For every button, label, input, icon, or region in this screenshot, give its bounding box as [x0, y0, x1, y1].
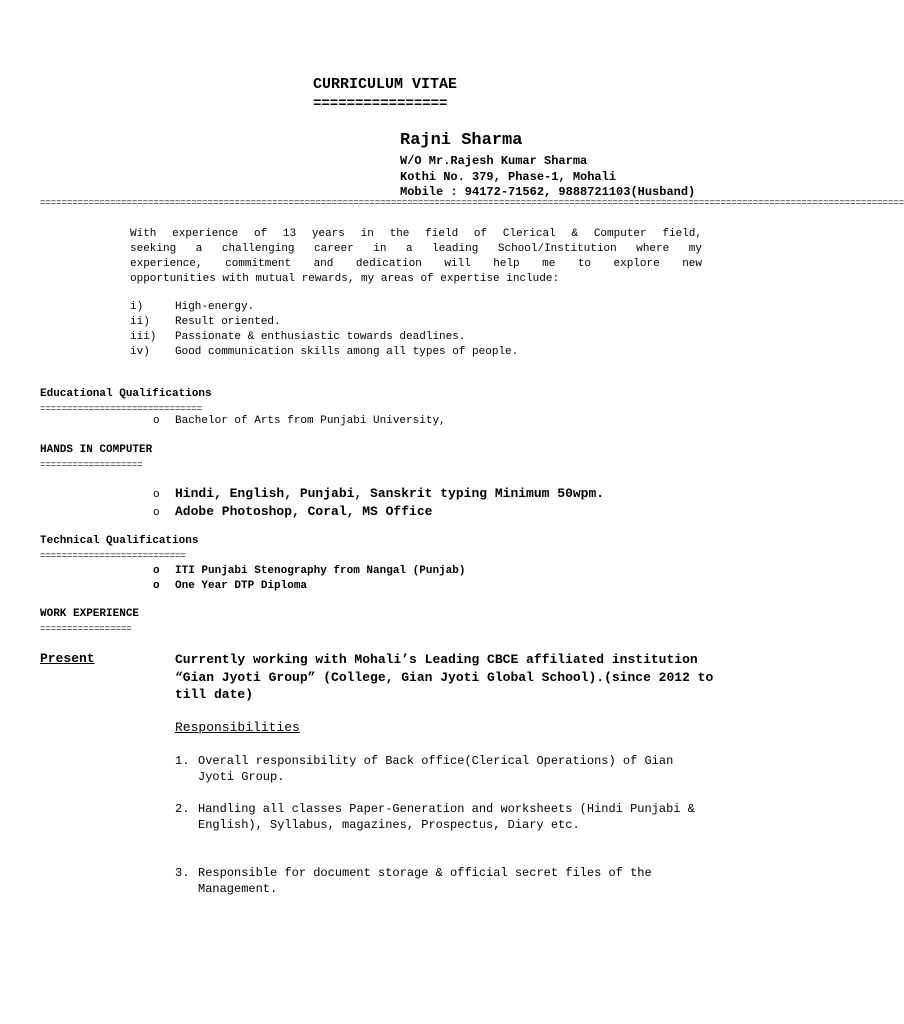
contact-line-mobile: Mobile : 94172-71562, 9888721103(Husband): [400, 185, 696, 199]
present-job-description: Currently working with Mohali’s Leading CBCE affiliated institution “Gian Jyoti Group” (College, Gian Jyoti Global School).(since 2012 to till date): [175, 652, 714, 702]
computer-heading: HANDS IN COMPUTER: [40, 444, 153, 456]
bullet-icon: o: [153, 415, 160, 427]
header-divider: ================================================================================================================================================================: [40, 198, 904, 208]
expertise-item: [130, 345, 518, 360]
technical-heading: Technical Qualifications: [40, 535, 199, 547]
expertise-number: iii): [130, 331, 157, 343]
bullet-icon: o: [153, 489, 160, 501]
education-text: Bachelor of Arts from Punjabi University,: [175, 415, 446, 427]
expertise-item: [130, 315, 281, 330]
title-underline: ================: [313, 96, 448, 112]
computer-skill-text: Adobe Photoshop, Coral, MS Office: [175, 504, 433, 519]
expertise-text: Result oriented.: [175, 316, 281, 328]
responsibility-text: Responsible for document storage & official secret files of the Management.: [198, 866, 652, 896]
document-title: CURRICULUM VITAE: [313, 76, 458, 93]
responsibility-number: 1.: [175, 754, 190, 768]
candidate-name: Rajni Sharma: [400, 131, 523, 150]
expertise-item: [130, 300, 254, 315]
objective-line: opportunities with mutual rewards, my areas of expertise include:: [130, 273, 560, 285]
responsibility-item: [175, 865, 705, 897]
expertise-text: Passionate & enthusiastic towards deadlines.: [175, 331, 466, 343]
expertise-number: ii): [130, 316, 150, 328]
bullet-icon: o: [153, 580, 160, 592]
responsibility-item: [175, 801, 705, 833]
responsibility-number: 2.: [175, 802, 190, 816]
objective-paragraph: [130, 227, 702, 287]
technical-item: [153, 580, 307, 592]
expertise-text: Good communication skills among all types of people.: [175, 346, 519, 358]
responsibility-item: [175, 753, 705, 785]
bullet-icon: o: [153, 565, 160, 577]
bullet-icon: o: [153, 507, 160, 519]
expertise-text: High-energy.: [175, 301, 255, 313]
work-underline: =================: [40, 624, 132, 634]
objective-line: seeking a challenging career in a leading School/Institution where my: [130, 243, 702, 255]
responsibility-text: Overall responsibility of Back office(Clerical Operations) of Gian Jyoti Group.: [198, 754, 674, 784]
technical-text: ITI Punjabi Stenography from Nangal (Punjab): [175, 565, 466, 577]
responsibility-number: 3.: [175, 866, 190, 880]
work-heading: WORK EXPERIENCE: [40, 608, 140, 620]
present-label: Present: [40, 651, 95, 666]
education-item: [153, 415, 446, 427]
objective-line: With experience of 13 years in the field of Clerical & Computer field,: [130, 228, 702, 240]
education-heading: Educational Qualifications: [40, 388, 212, 400]
contact-line-address: Kothi No. 379, Phase-1, Mohali: [400, 170, 617, 184]
computer-skill-item: [153, 486, 604, 501]
computer-underline: ===================: [40, 460, 143, 470]
responsibility-text: Handling all classes Paper-Generation and worksheets (Hindi Punjabi & English), Syllabus, magazines, Prospectus, Diary etc.: [198, 802, 695, 832]
computer-skill-item: [153, 504, 432, 519]
computer-skill-text: Hindi, English, Punjabi, Sanskrit typing Minimum 50wpm.: [175, 486, 605, 501]
education-underline: ==============================: [40, 404, 203, 414]
objective-line: experience, commitment and dedication will help me to explore new: [130, 258, 702, 270]
responsibilities-heading: Responsibilities: [175, 720, 300, 735]
contact-line-spouse: W/O Mr.Rajesh Kumar Sharma: [400, 154, 588, 168]
expertise-number: i): [130, 301, 144, 313]
expertise-item: [130, 330, 465, 345]
technical-item: [153, 565, 465, 577]
technical-text: One Year DTP Diploma: [175, 580, 308, 592]
technical-underline: ===========================: [40, 551, 186, 561]
expertise-number: iv): [130, 346, 150, 358]
